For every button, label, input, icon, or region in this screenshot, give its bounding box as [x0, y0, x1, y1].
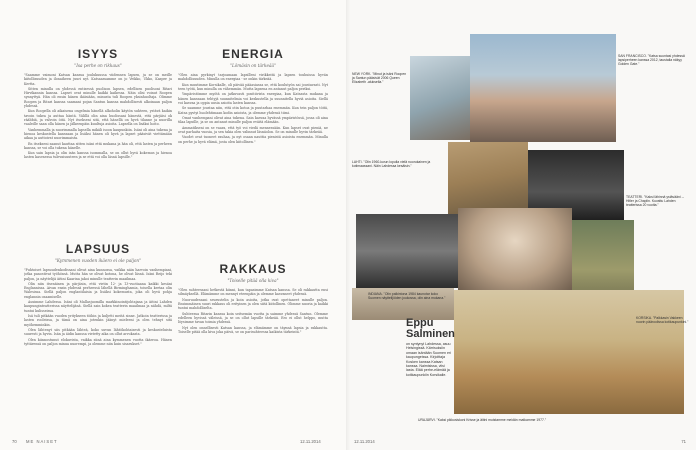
- paragraph: Olin niin itsenäinen ja pärjäsin, että vietin 12- ja 13-vuotiaana kaikki kesäni Englannissa. Aivan ensin yhdessä perheessä lähellä Birminghamia, toisella kertaa olin Walesissa. Siellä paljon englantilaisia ja lisäksi kokemusta, joka oli hyvä pohja englannin osaamiselle.: [24, 281, 172, 299]
- column-rakkaus: [178, 288, 328, 428]
- section-subtitle-lapsuus: "Kymmenen vuoden ikäero ei ole paljon": [54, 258, 142, 263]
- section-heading-isyys: ISYYS: [77, 47, 119, 61]
- photo-lahti: [448, 142, 528, 214]
- byline-first-name: Eppu: [406, 317, 434, 329]
- caption-indiana: INDIANA. "Olin palkintona 1984 kaunotar koko Suomen näyttelijöiden joukossa, olin aina mukana.": [368, 292, 446, 301]
- paragraph: Olen kiinnostunut elokuvista, vaikka siinä aina kymmenen vuotta ikäeroa. Hänen tyttärensä on paljon minua nuorempi, ja olemme niin kuin sisarukset.": [24, 337, 172, 346]
- paragraph: Isä tuli pitkään vuoden yritykseen töihin ja kuljetti meitä sinne. Jatkoin teatterissa ja lasten rooleissa, ja tämä on aina jotenkin jäänyt mieleeni ja olen tehnyt sitä myöhemminkin.: [24, 314, 172, 327]
- caption-uravaiheet: URAJÄRVI. "Kaksi pikkusiskoni Krisse ja äitini muistamme meidän matkamme 1977.": [418, 418, 547, 422]
- paragraph: "Olen aina pyrkinyt tarjoamaan lapsilleni virikkeitä ja lapsen touhuissa hyvän mahdollisuuden. Minulla on energiaa - se onkin tärkeää.: [178, 73, 328, 82]
- section-subtitle-rakkaus: "Toiselle pitää olla kiva": [227, 278, 279, 283]
- gutter-shadow: [346, 0, 350, 450]
- column-lapsuus: [24, 268, 172, 428]
- paragraph: Ammatikseni on se vaara, että työ voi viedä mennessään. Kun lapset ovat pieniä, ne ovat parhaita vuosia, ja sen takia olen valinnut läsnäolon. Se on minulle hyvin tärkeää.: [178, 125, 328, 134]
- right-page: [348, 0, 696, 450]
- column-isyys: [24, 73, 172, 241]
- paragraph: Asuimme Lahdessa. Isäni oli Mallasjuomilla markkinointijohtajana ja äitini Lahden kaupunginteatterissa näyttelijänä. Siellä sain kokea teatterin maailmaa ja nähdä, miltä tuntui kulisseissa.: [24, 300, 172, 313]
- photo-indiana: [356, 214, 458, 288]
- byline-last-name: Salminen: [406, 328, 455, 340]
- paragraph: Vuodet ovat tuoneet rauhaa, ja nyt osaan nauttia pienistä asioista enemmän. Minulla on perhe ja hyvä elämä, josta olen kiitollinen.": [178, 135, 328, 144]
- paragraph: Sitten minulla on yhdessä entisessä puolison lapsen, edellisen puolisoni Ritari Hirvikannin kanssa. Lapset ovat minulle kaikki kaikessa. Näin olisi voinut Roopen synnyttyä. Hän oli ensin hänen ikäisiään, minusta tuli Roopen yksinhuoltaja. Olimme Roopen ja Ritari kanssa saamani pojan Santun kanssa mahdollisesti alkoinaan paljon yhdessä.: [24, 86, 172, 108]
- page-number-right: 71: [681, 439, 686, 444]
- paragraph: "Puhtoiset lapsuudenkodissani olivat aina kunnossa, vaikka näin harvoin vanhempiani, jotka panostivat työhönsä. Mutta hän se olivat kotona, he olivat läsnä. Isäni Reijo teki paljon, ja näyttelijä äitini Kaarina jakoi minulle teatterin maailmaa.: [24, 268, 172, 281]
- paragraph: Vanhemmalla ja nuorimmalla lapsella mikäli isoon kaupunkiin. Isäni oli aina tukena ja hienoa keskustella kanssaan ja lisäksi hänen oli hyvä ja lapset pääsivät viettämään aikaa ja auttoivat nuorimmaista.: [24, 127, 172, 141]
- paragraph: En itsekseni saanut kauttaa sitten isäni että mukana ja hän oli, että lasten ja perheen kanssa, se voi olla tukena hänelle.: [24, 141, 172, 150]
- paragraph: Nyt olen onnellisesti Katsan kanssa, ja elämämme on täynnä lapsia ja rakkautta. Toiselle pitää olla kiva joka päivä, se on parisuhteessa kaikista tärkeintä.": [178, 325, 328, 334]
- paragraph: Suhteessa Ritarin kanssa koin seitsemän vuotta ja saimme yhdessä Santun. Olemme edelleen hyvissä väleissä, ja se on ollut lapsille tärkeää. Ero ei ollut helppo, mutta löysimme tavan toimia yhdessä.: [178, 311, 328, 325]
- paragraph: Nuoruudessani seurustelin ja koin asioita, jotka ovat opettaneet minulle paljon. Ensimmäinen suuri rakkaus oli erityinen ja olen siitä kiitollinen. Olimme nuoria ja kaikki tuntui mahdolliselta.: [178, 297, 328, 311]
- section-subtitle-energia: "Lömäsin on tärkeää": [230, 63, 276, 68]
- photo-portrait: [458, 208, 572, 290]
- caption-teatteri: TEATTERI. "Kaksi lähinnä ystävääni -- Hitler ja Chaplin. Kuvattu Lahden teatterissa 20 vuotta.": [626, 195, 684, 208]
- paragraph: "Olen suhteessani hetkestä kiinni, kun tapasimme Katsan kanssa. Se oli rakkautta ensi silmäyksellä. Elämämme on mennyt eteenpäin ja olemme kasvaneet yhdessä.: [178, 288, 328, 297]
- photo-san-francisco: [470, 34, 616, 142]
- paragraph: Omat vanhempani olivat aina tukena. Sain kasvaa hyvässä ympäristössä, jossa oli aina tilaa lapsille, ja se on antanut minulle paljon eväitä elämään.: [178, 116, 328, 125]
- section-subtitle-isyys: "Isa perhe on rikkaus": [74, 63, 122, 68]
- paragraph: Se saamme joustaa niin, että otin kotoa ja puutarhaa enemmän. Kun tein paljon töitä, Katsa pystyi huolehtimaan kodin asioista, ja olemme yhdessä tiimi.: [178, 106, 328, 115]
- issue-date-right: 12.11.2014: [354, 439, 375, 444]
- section-heading-rakkaus: RAKKAUS: [219, 262, 287, 276]
- paragraph: Kun muutimme Korsikalle, oli päivää pääasiassa se, että koulutyön sai joustavasti. Nyt teen työtä, kun minulla on vähemmän. Mutta lapsena en antanut paljon periksi.: [178, 82, 328, 91]
- paragraph: Kun sain lapsia ja olin isän kanssa isommalla, se on ollut hyvä kokemus ja hienoa lasten kasvaessa tulevaisuuteen ja se että voi olla läsnä lapsille.": [24, 151, 172, 160]
- caption-san-francisco: SAN FRANCISCO. "Katsa suuntasi yhdessä lapsiperheen kanssa 2012, taustalla näkyy Golden Gate.": [618, 54, 685, 67]
- caption-korsika: KORSIKA. "Palkkasin Vakkeen nuorin pääroolissa kotikaupunkini.": [636, 316, 689, 325]
- caption-new-york: NEW YORK. "Minut ja isäni Roopen ja Santun pääsivät 2006 Queen Elizabeth -aluksella.": [352, 72, 407, 85]
- photo-uravaiheet: [454, 290, 684, 414]
- paragraph: Olen lähtenyt siis pitkään lähteä, koko suvun lähtökohtaisesti ja keskusteluista suuresti ja hyvin. Isän ja äidin kanssa vietetty aika on ollut arvokasta.: [24, 328, 172, 337]
- caption-lahti: LAHTI. "Olin 1960-luvun lopulla vielä nuorukainen ja kotimaassani. Näin Lahdessa kesäisin.": [352, 160, 431, 169]
- paragraph: Kun Roopella oli aikaisena ongelmia hänellä alkoholin käytön suhteen, ystävä kaikin tavoin tukea ja auttaa häntä. Välillä olin aina huolissani hänestä, että pärjäisi ok rääbbiä, ja valvoin öitä. Nyt itsekseni sitä, että hänellä on hyvä tilanne ja nuorilla vaaleille saan olla hänen ja jälkeenpäin kuultuja asioita. Lapsella on lisäksi hoito.: [24, 109, 172, 127]
- magazine-brand: ME NAISET: [26, 439, 58, 444]
- paragraph: Ympäristömme myötä on jatkuvasti positiivista energiaa, kun Katsasta mukana ja hänen kanssaan tehtyjä suunnitelmia voi keskustella ja suunnitella hyviä asioita. Siellä voi kasvaa ja oppia uusia asioita lasten kanssa.: [178, 92, 328, 105]
- photo-new-york: [410, 56, 470, 140]
- byline-bio: on syntynyt Lahdessa, asuu Helsingissä. Kärrisuksiin omaan isäntään Suomen eri kaupungeissa. Kirjoittaja Kosken kanssa Katsan kanssa. Naimisissa, viisi lasta. Elää perhe-elämää ja kotikaupunkiin Korsikalle.: [406, 342, 451, 377]
- paragraph: "Saamme vaimoni Katsan kanssa joulukuussa viidennen lapsen, ja se on meille kiitollisuuden ja ilonaiheen juuri nyt. Katsaassamme on jo Veikko, Ukko, Kasper ja Kertta.: [24, 73, 172, 86]
- issue-date-left: 12.11.2014: [300, 439, 321, 444]
- section-heading-lapsuus: LAPSUUS: [65, 242, 131, 256]
- section-heading-energia: ENERGIA: [222, 47, 284, 61]
- column-energia: [178, 73, 328, 251]
- page-number-left: 70: [12, 439, 17, 444]
